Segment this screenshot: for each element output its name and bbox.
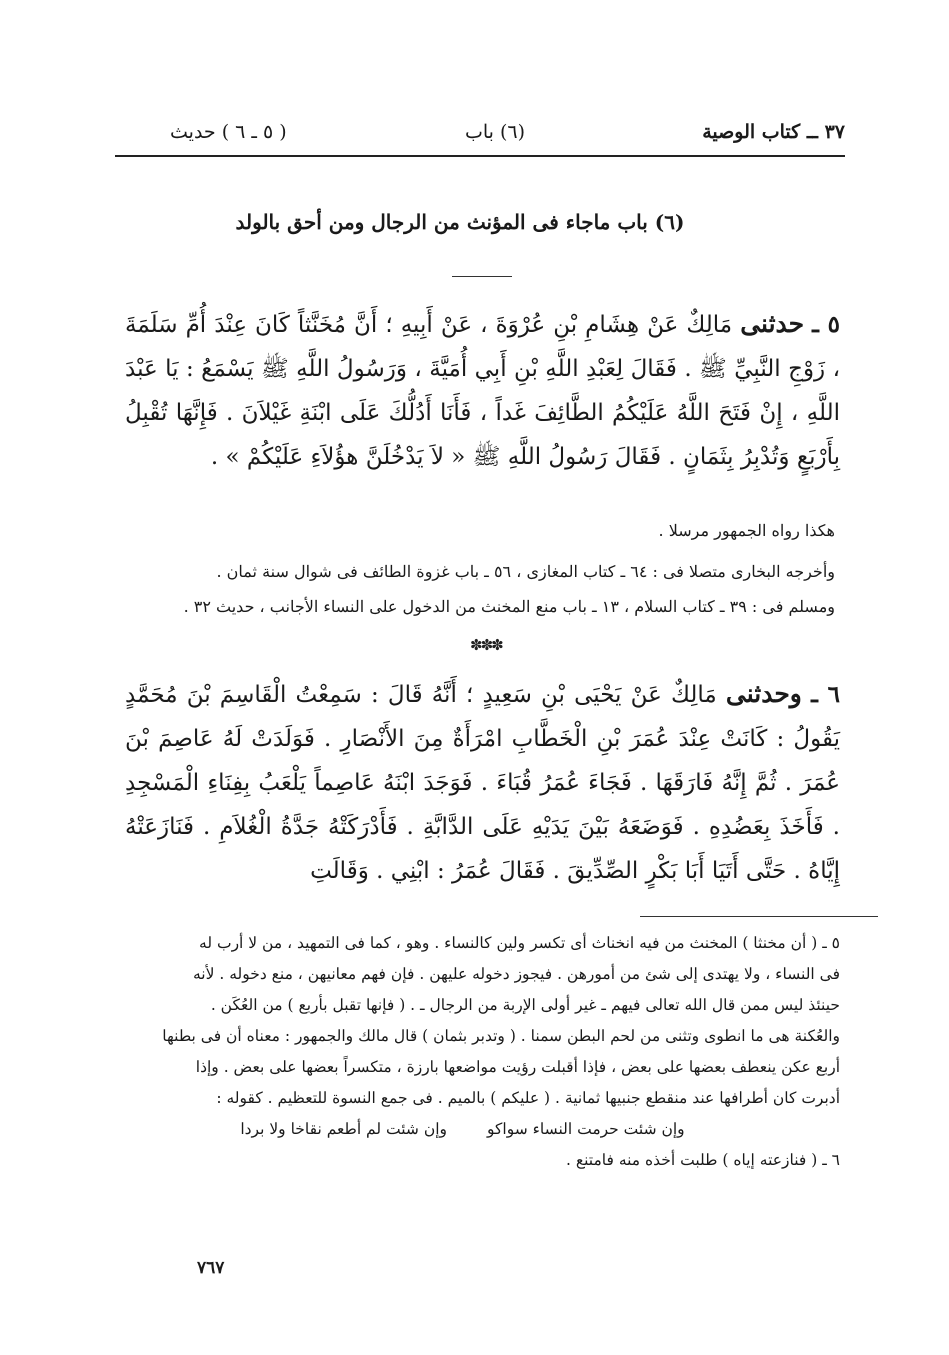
footnote-line: والعُكنة هى ما انطوى وتثنى من لحم البطن سمنا . ( وتدبر بثمان ) قال مالك والجمهور : معناه أن فى بطنها [162,1027,840,1045]
footnote-divider [640,916,878,917]
chapter-title: (٦) باب ماجاء فى المؤنث من الرجال ومن أحق بالولد [235,210,685,234]
hadith-5-number: ٥ ـ [812,311,841,338]
bukhari-reference: وأخرجه البخارى متصلا فى : ٦٤ ـ كتاب المغازى ، ٥٦ ـ باب غزوة الطائف فى شوال سنة ثمان . [216,562,835,581]
hadith-5-lead: حدثنى [740,309,805,338]
poem-verse [125,1114,800,1145]
hadith-6-number: ٦ ـ [811,681,841,708]
hadith-5-text: مَالِكٌ عَنْ هِشَامِ بْنِ عُرْوَةَ ، عَنْ أَبِيهِ ؛ أَنَّ مُخَنَّثاً كَانَ عِنْدَ أُمِّ سَلَمَةَ ، زَوْجِ النَّبِيِّ ﷺ . فَقَالَ لِعَبْدِ اللَّهِ بْنِ أَبِي أُمَيَّةَ ، وَرَسُولُ اللَّهِ ﷺ يَسْمَعُ : يَا عَبْدَ اللَّهِ ، إِنْ فَتَحَ اللَّهُ عَلَيْكُمُ الطَّائِفَ غَداً ، فَأَنَا أَدُلُّكَ عَلَى ابْنَةِ غَيْلاَنَ . فَإِنَّهَا تُقْبِلُ بِأَرْبَعٍ وَتُدْبِرُ بِثَمَانٍ . فَقَالَ رَسُولُ اللَّهِ ﷺ « لاَ يَدْخُلَنَّ هؤُلاَءِ عَلَيْكُمْ » . [125,312,840,470]
poem-first-hemistich: وإن شئت حرمت النساء سواكو [487,1120,685,1138]
hadith-6 [125,672,840,893]
chapter-number: (٦) باب [464,121,526,143]
book-title: ٣٧ ــ كتاب الوصية [702,121,845,143]
footnote-line: أدبرت كان أطرافها عند منقطع جنبيها ثمانية . ( عليكم ) بالميم . فى جمع النسوة للتعظيم . كقوله : [216,1089,840,1107]
footnote-line: فى النساء ، ولا يهتدى إلى شئ من أمورهن . فيجوز دخوله عليهن . فإن فهم معانيهن ، منع دخوله . لأنه [192,965,840,983]
footnotes [125,928,840,1176]
section-separator-icon: ✽✽✽ [470,636,502,654]
poem-second-hemistich: وإن شئت لم أطعم نقاخا ولا بردا [240,1120,448,1138]
hadith-range: ( ٥ ـ ٦ ) حديث [170,121,287,143]
footnote-line: ٥ ـ ( أن مخنثا ) المخنث من فيه انخناث أى تكسر ولين كالنساء . وهو ، كما فى التمهيد ، من لا أرب له [199,934,840,952]
title-divider [452,276,512,277]
narration-note: هكذا رواه الجمهور مرسلا . [658,521,835,540]
page-number: ٧٦٧ [197,1258,225,1278]
running-header [115,112,845,152]
hadith-6-lead: وحدثنى [725,679,802,708]
header-divider [115,155,845,157]
muslim-reference: ومسلم فى : ٣٩ ـ كتاب السلام ، ١٣ ـ باب منع المخنث من الدخول على النساء الأجانب ، حديث ٣٢ . [183,597,835,616]
hadith-5 [125,302,840,479]
footnote-line: حينئذ ليس ممن قال الله تعالى فيهم ـ غير أولى الإربة من الرجال ـ . ( فإنها تقبل بأربع ) من العُكَن . [210,996,840,1014]
hadith-6-text: مَالِكٌ عَنْ يَحْيَى بْنِ سَعِيدٍ ؛ أَنَّهُ قَالَ : سَمِعْتُ الْقَاسِمَ بْنَ مُحَمَّدٍ يَقُولُ : كَانَتْ عِنْدَ عُمَرَ بْنِ الْخَطَّابِ امْرَأَةٌ مِنَ الأَنْصَارِ . فَوَلَدَتْ لَهُ عَاصِمَ بْنَ عُمَرَ . ثُمَّ إِنَّهُ فَارَقَهَا . فَجَاءَ عُمَرُ قُبَاءَ . فَوَجَدَ ابْنَهُ عَاصِماً يَلْعَبُ بِفِنَاءِ الْمَسْجِدِ . فَأَخَذَ بِعَضُدِهِ . فَوَضَعَهُ بَيْنَ يَدَيْهِ عَلَى الدَّابَّةِ . فَأَدْرَكَتْهُ جَدَّةُ الْغُلاَمِ . فَنَازَعَتْهُ إِيَّاهُ . حَتَّى أَتَيَا أَبَا بَكْرٍ الصِّدِّيقَ . فَقَالَ عُمَرُ : ابْنِي . وَقَالَتِ [125,682,840,884]
footnote-line: أربع عكن ينعطف بعضها على بعض ، فإذا أقبلت رؤيت مواضعها بارزة ، متكسراً بعضها على بعض . وإذا [195,1058,840,1076]
footnote-6: ٦ ـ ( فنازعته إياه ) طلبت أخذه منه فامتنع . [566,1151,840,1169]
